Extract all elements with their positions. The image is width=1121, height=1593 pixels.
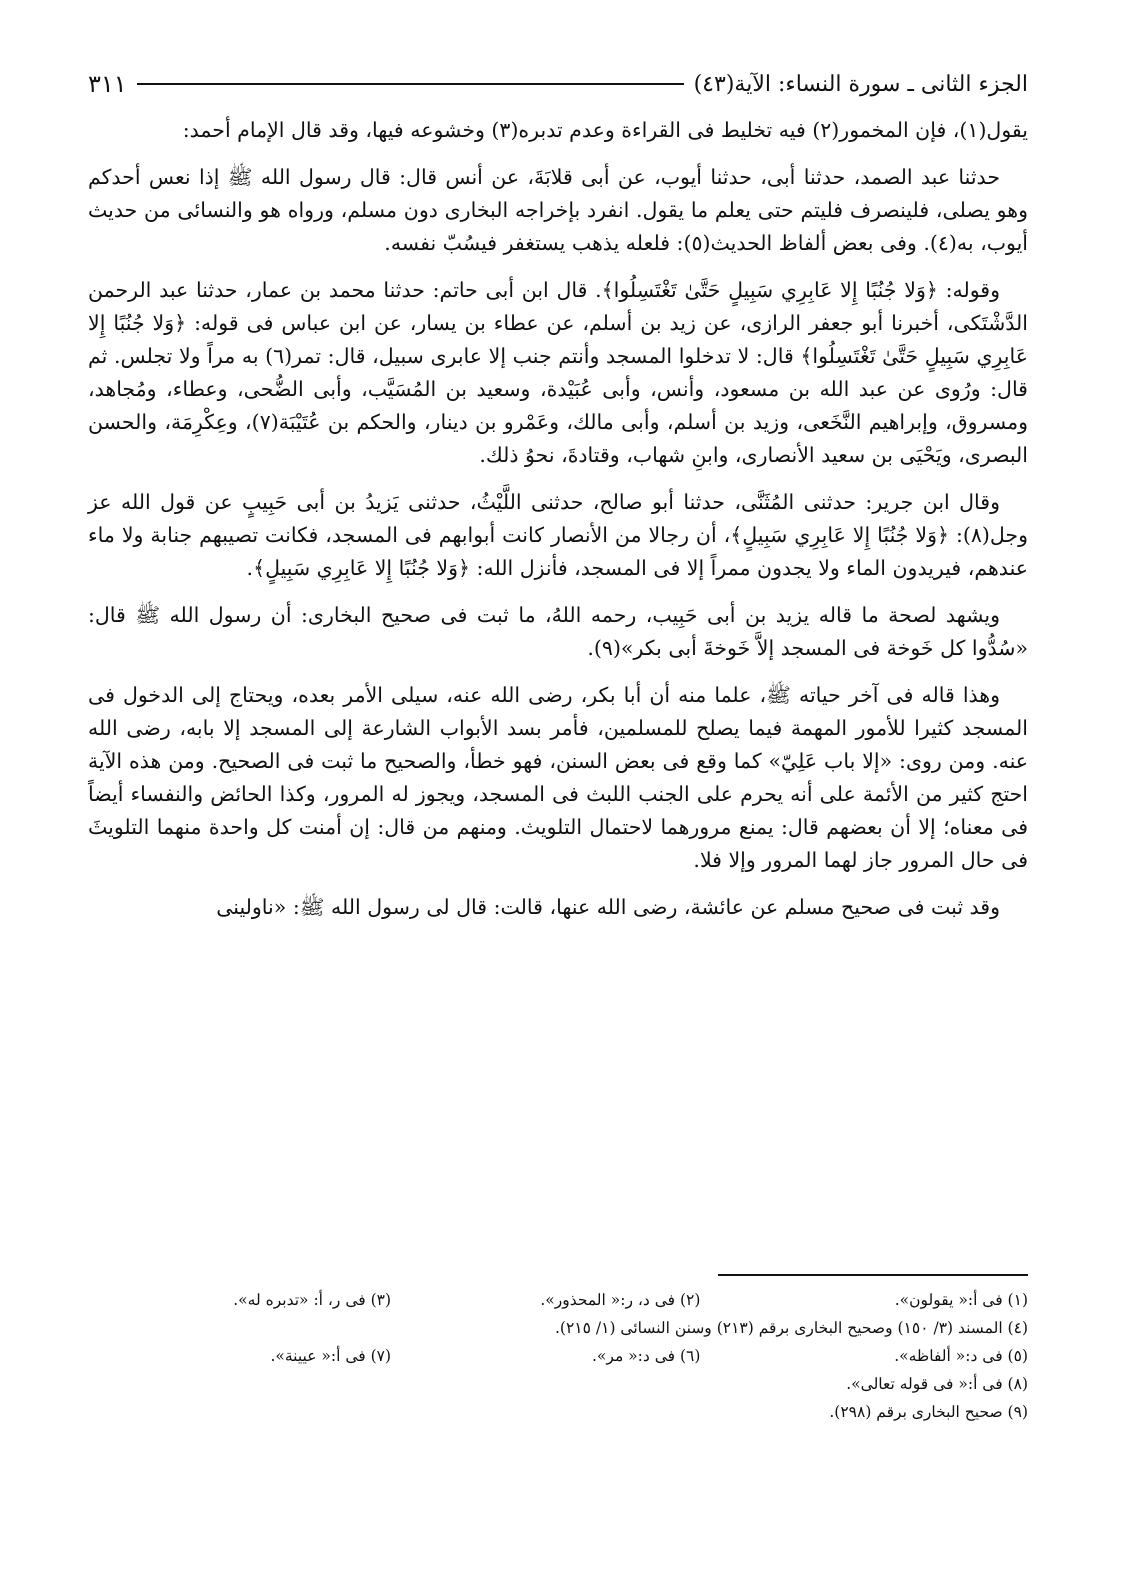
footnote-5: (٥) فى د:« ألفاظه».: [894, 1347, 1028, 1365]
paragraph-2: حدثنا عبد الصمد، حدثنا أبى، حدثنا أيوب، عن أبى قلابَةَ، عن أنس قال: قال رسول الله ﷺ إذا نعس أحدكم وهو يصلى، فلينصرف فليتم حتى يعلم ما يقول. انفرد بإخراجه البخارى دون مسلم، ورواه هو والنسائى من حديث أيوب، به(٤). وفى بعض ألفاظ الحديث(٥): فلعله يذهب يستغفر فيسُبّ نفسه.: [88, 165, 1028, 255]
header-rule: [137, 83, 684, 85]
footnote-rule: [718, 1274, 1028, 1276]
footnote-line: [88, 1314, 1028, 1342]
footnote-8: (٨) فى أ:« فى قوله تعالى».: [846, 1375, 1028, 1393]
paragraph-4: وقال ابن جرير: حدثنى المُثَنَّى، حدثنا أبو صالح، حدثنى اللَّيْثُ، حدثنى يَزيدُ بن أبى حَبِيبٍ عن قول الله عز وجل(٨): ﴿وَلا جُنُبًا إِلا عَابِرِي سَبِيلٍ﴾، أن رجالا من الأنصار كانت أبوابهم فى المسجد، فكانت تصيبهم جنابة ولا ماء عندهم، فيريدون الماء ولا يجدون ممراً إلا فى المسجد، فأنزل الله: ﴿وَلا جُنُبًا إِلا عَابِرِي سَبِيلٍ﴾.: [88, 490, 1028, 580]
page-number: ٣١١: [88, 70, 127, 98]
running-title: الجزء الثانی ـ سورة النساء: الآية(٤٣): [693, 71, 1028, 97]
footnote-1: (١) فى أ:« يقولون».: [894, 1291, 1028, 1309]
footnote-3: (٣) فى ر، أ: «تدبره له».: [233, 1291, 392, 1309]
paragraph-6: وهذا قاله فى آخر حياته ﷺ، علما منه أن أبا بكر، رضى الله عنه، سيلى الأمر بعده، ويحتاج إلى الدخول فى المسجد كثيرا للأمور المهمة فيما يصلح للمسلمين، فأمر بسد الأبواب الشارعة إلى المسجد إلا بابه، رضى الله عنه. ومن روى: «إلا باب عَلِيّ» كما وقع فى بعض السنن، فهو خطأ، والصحيح ما ثبت فى الصحيح. ومن هذه الآية احتج كثير من الأئمة على أنه يحرم على الجنب اللبث فى المسجد، ويجوز له المرور، وكذا الحائض والنفساء أيضاً فى معناه؛ إلا أن بعضهم قال: يمنع مرورهما لاحتمال التلويث. ومنهم من قال: إن أمنت كل واحدة منهما التلويثَ فى حال المرور جاز لهما المرور وإلا فلا.: [88, 683, 1028, 872]
paragraph-1: يقول(١)، فإن المخمور(٢) فيه تخليط فى القراءة وعدم تدبره(٣) وخشوعه فيها، وقد قال الإمام أحمد:: [182, 118, 1028, 142]
body-text: [88, 114, 1028, 924]
document-page: [88, 62, 1028, 1542]
running-header: [88, 62, 1028, 106]
paragraph-5: ويشهد لصحة ما قاله يزيد بن أبى حَبِيب، رحمه اللهُ، ما ثبت فى صحيح البخارى: أن رسول الله ﷺ قال: «سُدُّوا كل خَوخة فى المسجد إلاَّ خَوخةَ أبى بكر»(٩).: [88, 603, 1028, 660]
footnote-7: (٧) فى أ:« عيينة».: [270, 1347, 392, 1365]
paragraph-7: وقد ثبت فى صحيح مسلم عن عائشة، رضى الله عنها، قالت: قال لى رسول الله ﷺ: «ناولينى: [216, 895, 1000, 919]
footnote-line: [88, 1342, 1028, 1370]
footnote-line: [88, 1286, 1028, 1314]
footnotes: [88, 1274, 1028, 1426]
footnote-2: (٢) فى د، ر:« المحذور».: [540, 1291, 701, 1309]
paragraph-3: وقوله: ﴿وَلا جُنُبًا إِلا عَابِرِي سَبِيلٍ حَتَّىٰ تَغْتَسِلُوا﴾. قال ابن أبى حاتم: حدثنا محمد بن عمار، حدثنا عبد الرحمن الدَّشْتَكى، أخبرنا أبو جعفر الرازى، عن زيد بن أسلم، عن عطاء بن يسار، عن ابن عباس فى قوله: ﴿وَلا جُنُبًا إِلا عَابِرِي سَبِيلٍ حَتَّىٰ تَغْتَسِلُوا﴾ قال: لا تدخلوا المسجد وأنتم جنب إلا عابرى سبيل، قال: تمر(٦) به مراً ولا تجلس. ثم قال: ورُوى عن عبد الله بن مسعود، وأنس، وأبى عُبَيْدة، وسعيد بن المُسَيَّب، وأبى الضُّحى، وعطاء، ومُجاهد، ومسروق، وإبراهيم النَّخَعى، وزيد بن أسلم، وأبى مالك، وعَمْرو بن دينار، والحكم بن عُتَيْبَة(٧)، وعِكْرِمَة، والحسن البصرى، ويَحْيَى بن سعيد الأنصارى، وابنِ شهاب، وقتادةَ، نحوُ ذلك.: [88, 278, 1028, 467]
footnote-line: [88, 1370, 1028, 1398]
footnote-9: (٩) صحيح البخارى برقم (٢٩٨).: [829, 1403, 1028, 1421]
footnote-6: (٦) فى د:« مر».: [591, 1347, 701, 1365]
footnote-line: [88, 1398, 1028, 1426]
footnote-4: (٤) المسند (٣/ ١٥٠) وصحيح البخارى برقم (٢١٣) وسنن النسائى (١/ ٢١٥).: [555, 1319, 1028, 1337]
